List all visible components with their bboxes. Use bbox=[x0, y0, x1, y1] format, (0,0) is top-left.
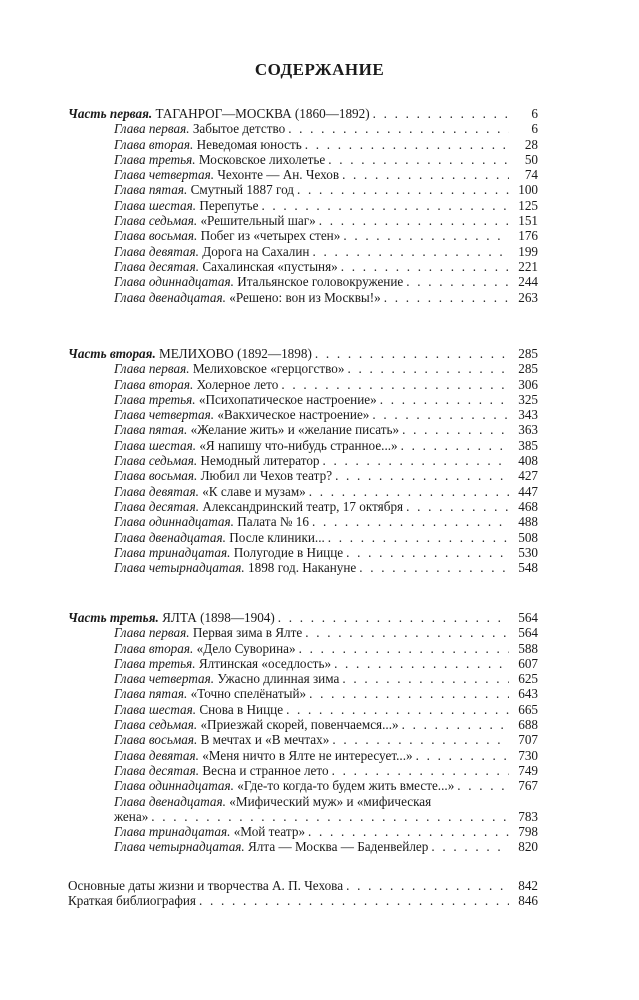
chapter-entry[interactable] bbox=[68, 152, 538, 167]
chapter-title: Немодный литератор bbox=[197, 453, 320, 469]
chapter-label: Глава двенадцатая. bbox=[114, 289, 226, 305]
leader-dots bbox=[305, 625, 509, 640]
chapter-entry[interactable] bbox=[68, 228, 538, 243]
toc-part-3 bbox=[68, 610, 538, 855]
chapter-title: Побег из «четырех стен» bbox=[197, 228, 341, 244]
chapter-entry[interactable] bbox=[68, 717, 538, 732]
chapter-label: Глава пятая. bbox=[114, 422, 188, 438]
page-number: 263 bbox=[518, 289, 538, 305]
chapter-title: «Желание жить» и «желание писать» bbox=[187, 422, 400, 438]
chapter-entry[interactable] bbox=[68, 484, 538, 499]
page-number: 783 bbox=[518, 808, 538, 824]
leader-dots bbox=[309, 686, 509, 701]
page-number: 151 bbox=[518, 213, 538, 229]
chapter-entry[interactable] bbox=[68, 213, 538, 228]
leader-dots bbox=[341, 259, 509, 274]
leader-dots bbox=[346, 545, 509, 560]
chapter-label: Глава девятая. bbox=[114, 747, 199, 763]
chapter-entry[interactable] bbox=[68, 121, 538, 136]
chapter-label: Глава четвертая. bbox=[114, 407, 215, 423]
chapter-entry[interactable] bbox=[68, 453, 538, 468]
chapter-entry[interactable] bbox=[68, 641, 538, 656]
page-number: 798 bbox=[518, 824, 538, 840]
page-number: 244 bbox=[518, 274, 538, 290]
chapter-entry[interactable] bbox=[68, 560, 538, 575]
chapter-label: Глава пятая. bbox=[114, 182, 188, 198]
chapter-entry[interactable] bbox=[68, 824, 538, 839]
leader-dots bbox=[431, 839, 509, 854]
page-number: 707 bbox=[518, 732, 538, 748]
chapter-entry[interactable] bbox=[68, 625, 538, 640]
chapter-title: Смутный 1887 год bbox=[187, 182, 295, 198]
chapter-label: Глава седьмая. bbox=[114, 717, 198, 733]
chapter-entry[interactable] bbox=[68, 514, 538, 529]
part-title: МЕЛИХОВО (1892—1898) bbox=[155, 346, 312, 361]
leader-dots bbox=[384, 290, 509, 305]
chapter-title: «Психопатическое настроение» bbox=[195, 391, 377, 407]
chapter-title: Первая зима в Ялте bbox=[189, 625, 303, 641]
chapter-title: «Мой театр» bbox=[230, 824, 306, 840]
chapter-label: Глава первая. bbox=[114, 361, 190, 377]
leader-dots bbox=[343, 228, 509, 243]
chapter-label: Глава третья. bbox=[114, 391, 196, 407]
page-number: 408 bbox=[518, 453, 538, 469]
chapter-label: Глава десятая. bbox=[114, 762, 200, 778]
page-number: 100 bbox=[518, 182, 538, 198]
leader-dots bbox=[288, 121, 509, 136]
page-number: 6 bbox=[531, 106, 538, 121]
leader-dots bbox=[457, 778, 509, 793]
chapter-title: Любил ли Чехов театр? bbox=[197, 468, 333, 484]
chapter-label: Глава двенадцатая. bbox=[114, 529, 226, 545]
leader-dots bbox=[334, 656, 509, 671]
leader-dots bbox=[319, 213, 509, 228]
chapter-label: Глава одиннадцатая. bbox=[114, 778, 234, 794]
chapter-label: Глава шестая. bbox=[114, 437, 197, 453]
chapter-entry[interactable] bbox=[68, 732, 538, 747]
leader-dots bbox=[328, 530, 509, 545]
chapter-entry[interactable] bbox=[68, 407, 538, 422]
chapter-entry[interactable] bbox=[68, 290, 538, 305]
chapter-title: «Решительный шаг» bbox=[197, 213, 316, 229]
chapter-entry[interactable] bbox=[68, 392, 538, 407]
chapter-title: Мелиховское «герцогство» bbox=[189, 361, 345, 377]
chapter-title: Ялта — Москва — Баденвейлер bbox=[244, 839, 429, 855]
chapter-entry[interactable] bbox=[68, 809, 538, 824]
page-number: 588 bbox=[518, 640, 538, 656]
chapter-label: Глава седьмая. bbox=[114, 213, 198, 229]
chapter-label: Глава четырнадцатая. bbox=[114, 839, 245, 855]
chapter-label: Глава тринадцатая. bbox=[114, 824, 231, 840]
toc-part-2 bbox=[68, 346, 538, 575]
chapter-title: Весна и странное лето bbox=[199, 762, 329, 778]
chapter-entry[interactable] bbox=[68, 167, 538, 182]
page-number: 74 bbox=[524, 167, 538, 183]
page-number: 688 bbox=[518, 717, 538, 733]
leader-dots bbox=[286, 702, 509, 717]
chapter-title: Перепутье bbox=[196, 197, 259, 213]
chapter-entry[interactable] bbox=[68, 748, 538, 763]
leader-dots bbox=[342, 167, 509, 182]
chapter-label: Глава четвертая. bbox=[114, 167, 215, 183]
leader-dots bbox=[305, 137, 509, 152]
chapter-title: «Точно спелёнатый» bbox=[187, 686, 307, 702]
page-number: 842 bbox=[518, 878, 538, 893]
leader-dots bbox=[281, 377, 509, 392]
page-title: СОДЕРЖАНИЕ bbox=[254, 60, 385, 79]
chapter-title: Холерное лето bbox=[193, 376, 279, 392]
appendix-item[interactable] bbox=[68, 878, 538, 893]
chapter-title: Палата № 16 bbox=[233, 514, 309, 530]
chapter-entry[interactable] bbox=[68, 422, 538, 437]
chapter-label: Глава пятая. bbox=[114, 686, 188, 702]
leader-dots bbox=[359, 560, 509, 575]
chapter-entry[interactable] bbox=[68, 499, 538, 514]
page-number: 530 bbox=[518, 544, 538, 560]
chapter-title: Полугодие в Ницце bbox=[230, 544, 344, 560]
page-number: 488 bbox=[518, 514, 538, 530]
leader-dots bbox=[278, 610, 509, 625]
chapter-title: Ялтинская «оседлость» bbox=[195, 655, 332, 671]
chapter-title: Снова в Ницце bbox=[196, 701, 284, 717]
chapter-title: Московское лихолетье bbox=[195, 151, 326, 167]
page-number: 385 bbox=[518, 437, 538, 453]
leader-dots bbox=[261, 198, 509, 213]
chapter-entry[interactable] bbox=[68, 778, 538, 793]
page-number: 6 bbox=[531, 121, 538, 137]
page-number: 176 bbox=[518, 228, 538, 244]
leader-dots bbox=[312, 244, 509, 259]
page-number: 221 bbox=[518, 258, 538, 274]
chapter-title: «Меня ничто в Ялте не интересует...» bbox=[198, 747, 413, 763]
chapter-label: Глава шестая. bbox=[114, 197, 197, 213]
chapter-label: Глава вторая. bbox=[114, 136, 194, 152]
chapter-entry[interactable] bbox=[68, 468, 538, 483]
page-number: 306 bbox=[518, 376, 538, 392]
page-number: 767 bbox=[518, 778, 538, 794]
leader-dots bbox=[299, 641, 509, 656]
chapter-entry[interactable] bbox=[68, 182, 538, 197]
part-label: Часть первая. bbox=[68, 106, 153, 121]
chapter-title: «К славе и музам» bbox=[198, 483, 306, 499]
page-number: 665 bbox=[518, 701, 538, 717]
appendix-item[interactable] bbox=[68, 893, 538, 908]
page-number: 643 bbox=[518, 686, 538, 702]
leader-dots bbox=[380, 392, 509, 407]
leader-dots bbox=[402, 717, 509, 732]
chapter-title: Забытое детство bbox=[189, 121, 286, 137]
leader-dots bbox=[373, 106, 509, 121]
chapter-title: «Где-то когда-то будем жить вместе...» bbox=[233, 778, 455, 794]
toc-appendix bbox=[68, 878, 538, 909]
leader-dots bbox=[402, 422, 509, 437]
page-number: 325 bbox=[518, 391, 538, 407]
chapter-title: В мечтах и «В мечтах» bbox=[197, 732, 330, 748]
appendix-title: Основные даты жизни и творчества А. П. Чехова bbox=[68, 878, 344, 893]
chapter-title: Итальянское головокружение bbox=[233, 274, 404, 290]
chapter-title: «Я напишу что-нибудь странное...» bbox=[196, 437, 398, 453]
chapter-title: «Дело Суворина» bbox=[193, 640, 296, 656]
chapter-entry[interactable] bbox=[68, 438, 538, 453]
page-number: 508 bbox=[518, 529, 538, 545]
part-title: ЯЛТА (1898—1904) bbox=[158, 610, 275, 625]
part-heading[interactable] bbox=[68, 106, 538, 121]
leader-dots bbox=[401, 438, 509, 453]
page-number: 730 bbox=[518, 747, 538, 763]
chapter-entry-line1[interactable] bbox=[68, 794, 538, 809]
part-label: Часть вторая. bbox=[68, 346, 156, 361]
chapter-title: «Решено: вон из Москвы!» bbox=[225, 289, 381, 305]
chapter-label: Глава третья. bbox=[114, 151, 196, 167]
chapter-entry[interactable] bbox=[68, 137, 538, 152]
chapter-label: Глава четвертая. bbox=[114, 671, 215, 687]
page-number: 548 bbox=[518, 560, 538, 576]
chapter-label: Глава первая. bbox=[114, 121, 190, 137]
chapter-label: Глава шестая. bbox=[114, 701, 197, 717]
chapter-label: Глава тринадцатая. bbox=[114, 544, 231, 560]
page-number: 564 bbox=[518, 610, 538, 625]
leader-dots bbox=[346, 878, 509, 893]
leader-dots bbox=[406, 274, 509, 289]
leader-dots bbox=[315, 346, 509, 361]
leader-dots bbox=[312, 514, 509, 529]
chapter-label: Глава восьмая. bbox=[114, 228, 198, 244]
page-number: 625 bbox=[518, 671, 538, 687]
chapter-entry[interactable] bbox=[68, 671, 538, 686]
chapter-label: Глава четырнадцатая. bbox=[114, 560, 245, 576]
page-number: 285 bbox=[518, 361, 538, 377]
page-number: 820 bbox=[518, 839, 538, 855]
page-number: 427 bbox=[518, 468, 538, 484]
chapter-entry[interactable] bbox=[68, 530, 538, 545]
chapter-entry[interactable] bbox=[68, 198, 538, 213]
page-number: 285 bbox=[518, 346, 538, 361]
chapter-entry[interactable] bbox=[68, 274, 538, 289]
chapter-label: Глава десятая. bbox=[114, 258, 200, 274]
chapter-label: Глава седьмая. bbox=[114, 453, 198, 469]
page-number: 846 bbox=[518, 893, 538, 909]
chapter-entry[interactable] bbox=[68, 361, 538, 376]
chapter-title: «Приезжай скорей, повенчаемся...» bbox=[197, 717, 399, 733]
chapter-entry[interactable] bbox=[68, 545, 538, 560]
toc-part-1 bbox=[68, 106, 538, 305]
leader-dots bbox=[372, 407, 509, 422]
chapter-title: Ужасно длинная зима bbox=[214, 671, 340, 687]
chapter-title: 1898 год. Накануне bbox=[244, 560, 357, 576]
leader-dots bbox=[297, 182, 509, 197]
chapter-entry[interactable] bbox=[68, 686, 538, 701]
page-number: 607 bbox=[518, 655, 538, 671]
page-number: 564 bbox=[518, 625, 538, 641]
part-title: ТАГАНРОГ—МОСКВА (1860—1892) bbox=[152, 106, 370, 121]
leader-dots bbox=[199, 893, 509, 908]
chapter-entry[interactable] bbox=[68, 259, 538, 274]
chapter-label: Глава десятая. bbox=[114, 498, 200, 514]
leader-dots bbox=[309, 484, 509, 499]
leader-dots bbox=[406, 499, 509, 514]
chapter-label: Глава вторая. bbox=[114, 376, 194, 392]
page-number: 125 bbox=[518, 197, 538, 213]
leader-dots bbox=[308, 824, 509, 839]
chapter-label: Глава третья. bbox=[114, 655, 196, 671]
chapter-title: Чехонте — Ан. Чехов bbox=[214, 167, 340, 183]
appendix-title: Краткая библиография bbox=[68, 893, 196, 909]
page-number: 343 bbox=[518, 407, 538, 423]
chapter-label: Глава девятая. bbox=[114, 243, 199, 259]
page-number: 50 bbox=[524, 151, 538, 167]
leader-dots bbox=[416, 748, 509, 763]
page-number: 749 bbox=[518, 762, 538, 778]
chapter-label: Глава двенадцатая. bbox=[114, 793, 226, 809]
chapter-label: Глава первая. bbox=[114, 625, 190, 641]
chapter-entry[interactable] bbox=[68, 377, 538, 392]
chapter-entry[interactable] bbox=[68, 656, 538, 671]
chapter-label: Глава восьмая. bbox=[114, 468, 198, 484]
leader-dots bbox=[335, 468, 509, 483]
chapter-label: Глава вторая. bbox=[114, 640, 194, 656]
page-number: 363 bbox=[518, 422, 538, 438]
chapter-label: Глава восьмая. bbox=[114, 732, 198, 748]
chapter-entry[interactable] bbox=[68, 763, 538, 778]
chapter-title: Неведомая юность bbox=[193, 136, 302, 152]
chapter-entry[interactable] bbox=[68, 244, 538, 259]
chapter-title: «Мифический муж» и «мифическая bbox=[225, 793, 432, 809]
leader-dots bbox=[328, 152, 509, 167]
chapter-label: Глава одиннадцатая. bbox=[114, 514, 234, 530]
chapter-title: Александринский театр, 17 октября bbox=[199, 498, 404, 514]
part-heading[interactable] bbox=[68, 346, 538, 361]
chapter-entry[interactable] bbox=[68, 702, 538, 717]
leader-dots bbox=[323, 453, 509, 468]
part-heading[interactable] bbox=[68, 610, 538, 625]
leader-dots bbox=[332, 763, 509, 778]
chapter-label: Глава одиннадцатая. bbox=[114, 274, 234, 290]
part-label: Часть третья. bbox=[68, 610, 159, 625]
page-number: 199 bbox=[518, 243, 538, 259]
chapter-title: Дорога на Сахалин bbox=[198, 243, 310, 259]
page-number: 28 bbox=[524, 136, 538, 152]
chapter-entry[interactable] bbox=[68, 839, 538, 854]
page-number: 468 bbox=[518, 498, 538, 514]
chapter-title: После клиники... bbox=[225, 529, 325, 545]
leader-dots bbox=[347, 361, 509, 376]
chapter-title: Сахалинская «пустыня» bbox=[199, 258, 338, 274]
leader-dots bbox=[151, 809, 509, 824]
leader-dots bbox=[332, 732, 509, 747]
page-number: 447 bbox=[518, 483, 538, 499]
chapter-title: «Вакхическое настроение» bbox=[214, 407, 370, 423]
chapter-title-cont: жена» bbox=[114, 808, 149, 824]
chapter-label: Глава девятая. bbox=[114, 483, 199, 499]
leader-dots bbox=[342, 671, 509, 686]
